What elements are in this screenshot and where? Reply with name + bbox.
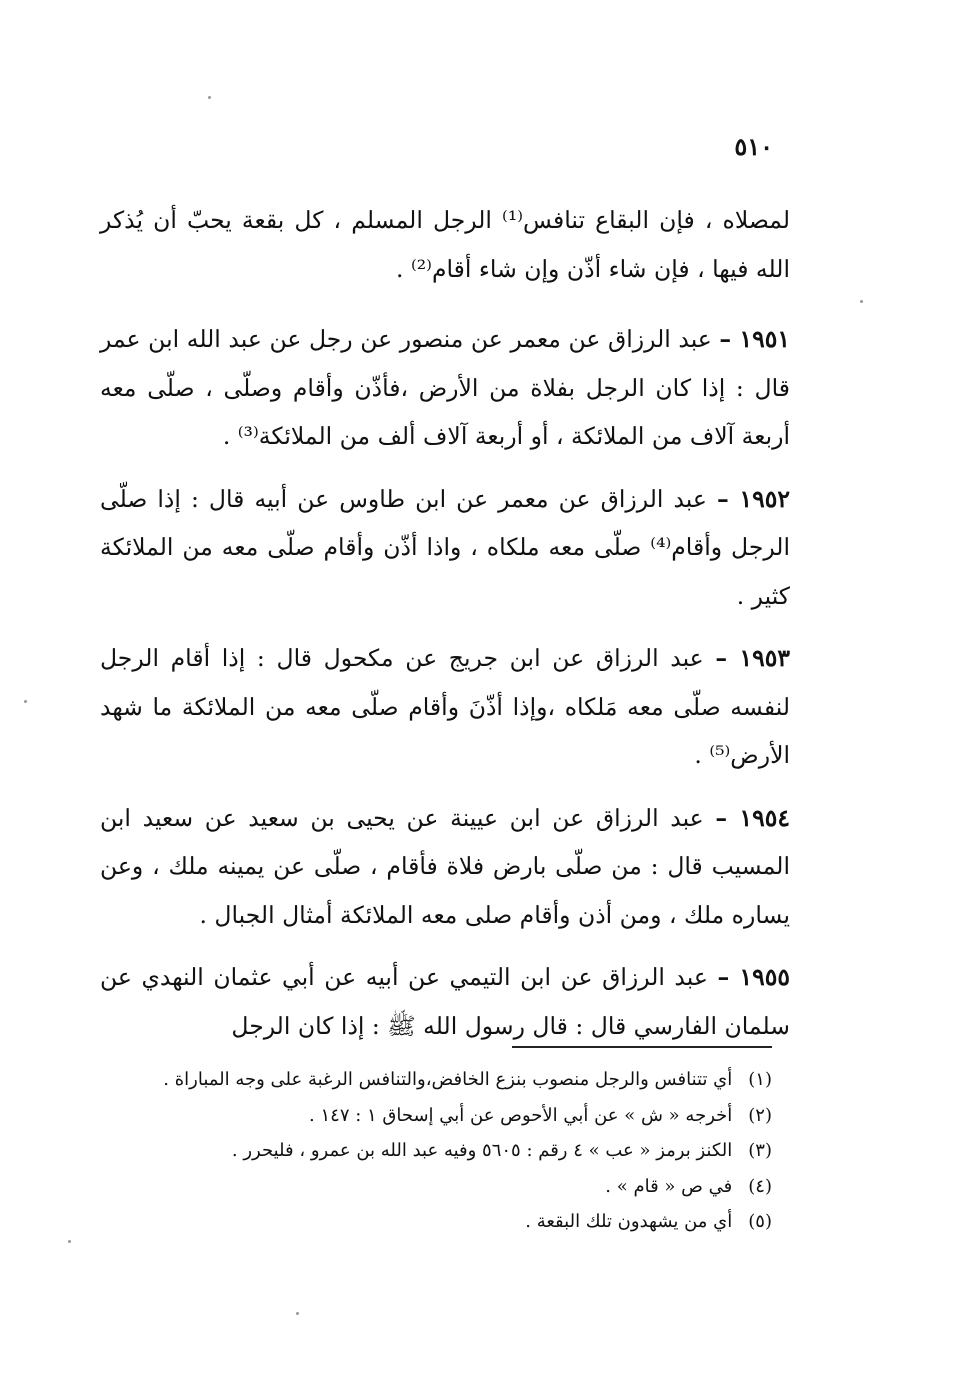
footnote-number: (٤) (748, 1175, 772, 1197)
paragraph-text: لمصلاه ، فإن البقاع تنافس⁽¹⁾ الرجل المسلم ، كل بقعة يحبّ أن يُذكر الله فيها ، فإن شاء أذّن وإن شاء أقام⁽²⁾ . (100, 206, 790, 283)
scan-speck (68, 1240, 71, 1243)
paragraph-text: عبد الرزاق عن ابن التيمي عن أبيه عن أبي عثمان النهدي عن سلمان الفارسي قال : قال رسول الله ﷺ : إذا كان الرجل (100, 963, 790, 1040)
footnotes (100, 1062, 772, 1240)
paragraph-text: عبد الرزاق عن ابن جريج عن مكحول قال : إذا أقام الرجل لنفسه صلّى معه مَلكاه ،وإذا أذّنَ وأقام صلّى معه من الملائكة ما شهد الأرض⁽⁵⁾ . (100, 644, 790, 769)
footnote-number: (٣) (748, 1140, 772, 1161)
footnote-text: أي تتنافس والرجل منصوب بنزع الخافض،والتنافس الرغبة على وجه المباراة . (163, 1069, 733, 1090)
paragraph-text: عبد الرزاق عن معمر عن ابن طاوس عن أبيه قال : إذا صلّى الرجل وأقام⁽⁴⁾ صلّى معه ملكاه ، واذا أذّن وأقام صلّى معه من الملائكة كثير . (100, 484, 790, 610)
scan-speck (296, 1312, 299, 1315)
hadith-1954 (100, 794, 790, 940)
footnote-item (100, 1133, 772, 1169)
scan-speck (860, 300, 863, 303)
footnote-item (100, 1098, 772, 1134)
footnote-text: أخرجه « ش » عن أبي الأحوص عن أبي إسحاق ١ : ١٤٧ . (309, 1104, 733, 1126)
scan-speck (208, 96, 211, 99)
page-number: ٥١٠ (734, 132, 773, 161)
main-text (100, 196, 790, 1050)
hadith-number: ١٩٥٤ – (715, 803, 791, 832)
hadith-1953 (100, 634, 790, 780)
footnote-number: (١) (748, 1069, 772, 1090)
hadith-1951 (100, 315, 790, 461)
hadith-number: ١٩٥٢ – (716, 484, 790, 513)
scan-speck (24, 700, 27, 703)
hadith-number: ١٩٥١ – (719, 325, 790, 353)
footnote-text: الكنز برمز « عب » ٤ رقم : ٥٦٠٥ وفيه عبد الله بن عمرو ، فليحرر . (231, 1140, 733, 1161)
footnote-item (100, 1062, 772, 1098)
hadith-number: ١٩٥٥ – (717, 963, 790, 991)
footnote-item (100, 1169, 772, 1205)
footnote-number: (٢) (748, 1104, 772, 1126)
hadith-1952 (100, 475, 790, 621)
footnote-divider (512, 1046, 772, 1048)
hadith-1955 (100, 953, 790, 1050)
footnote-number: (٥) (748, 1211, 772, 1232)
footnote-text: في ص « قام » . (605, 1175, 733, 1197)
footnote-item (100, 1204, 772, 1240)
paragraph-text: عبد الرزاق عن معمر عن منصور عن رجل عن عبد الله ابن عمر قال : إذا كان الرجل بفلاة من الأرض ،فأذّن وأقام وصلّى ، صلّى معه أربعة آلاف من الملائكة ، أو أربعة آلاف ألف من الملائكة⁽³⁾ . (100, 325, 790, 450)
paragraph-text: عبد الرزاق عن ابن عيينة عن يحيى بن سعيد عن سعيد ابن المسيب قال : من صلّى بارض فلاة فأقام ، صلّى عن يمينه ملك ، وعن يساره ملك ، ومن أذن وأقام صلى معه الملائكة أمثال الجبال . (100, 803, 790, 929)
paragraph-continuation (100, 196, 790, 293)
footnote-text: أي من يشهدون تلك البقعة . (525, 1211, 733, 1232)
hadith-number: ١٩٥٣ – (715, 644, 790, 672)
